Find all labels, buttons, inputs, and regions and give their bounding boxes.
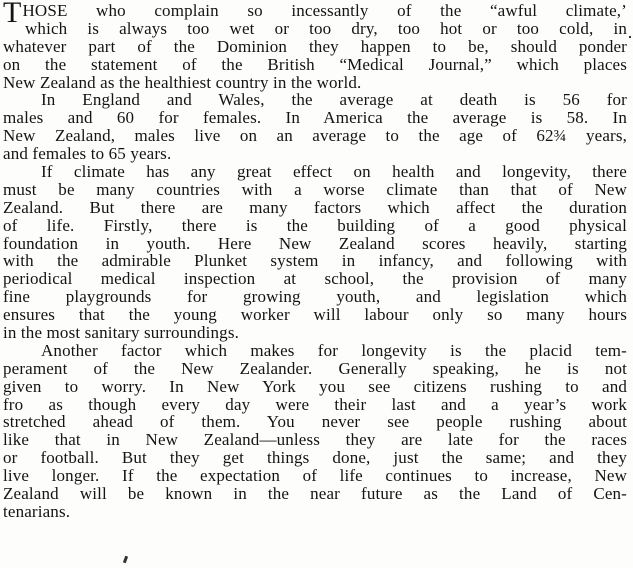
article-line: periodical medical inspection at school, the provision of many: [3, 269, 627, 289]
article-line: Another factor which makes for longevity is the placid tem-: [41, 340, 627, 360]
article-line: live longer. If the expectation of life continues to increase, New: [3, 466, 627, 486]
article-line: foundation in youth. Here New Zealand scores heavily, starting: [3, 233, 627, 253]
article-line: males and 60 for females. In America the average is 58. In: [3, 108, 627, 128]
article-line: or football. But they get things done, just the same; and they: [3, 448, 627, 468]
article-line: fro as though every day were their last and a year’s work: [3, 394, 627, 414]
article-line: with the admirable Plunket system in infancy, and following with: [3, 251, 627, 271]
article-line: perament of the New Zealander. Generally speaking, he is not: [3, 358, 627, 378]
article-line: stretched ahead of them. You never see people rushing about: [3, 412, 627, 432]
article-line: In England and Wales, the average at death is 56 for: [41, 90, 627, 110]
article-line: New Zealand, males live on an average to the age of 62¾ years,: [3, 126, 627, 146]
article-line: given to worry. In New York you see citizens rushing to and: [3, 376, 627, 396]
article-line: which is always too wet or too dry, too hot or too cold, in: [25, 18, 627, 38]
article-line: of life. Firstly, there is the building of a good physical: [3, 215, 627, 235]
ink-speck: [123, 556, 128, 564]
article-line: New Zealand as the healthiest country in the world.: [3, 72, 362, 92]
article-line: in the most sanitary surroundings.: [3, 323, 239, 343]
article-line: Zealand. But there are many factors which affect the duration: [3, 197, 627, 217]
article-text: [3, 2, 627, 521]
article-line: fine playgrounds for growing youth, and legislation which: [3, 287, 627, 307]
line-text: HOSE who complain so incessantly of the “awful climate,’: [22, 1, 627, 20]
article-line: on the statement of the British “Medical Journal,” which places: [3, 54, 627, 74]
ink-speck: [629, 36, 631, 38]
article-line: tenarians.: [3, 501, 71, 521]
article-line: whatever part of the Dominion they happen to be, should ponder: [3, 36, 627, 56]
article-line: like that in New Zealand—unless they are late for the races: [3, 430, 627, 450]
drop-cap: T: [3, 0, 22, 29]
article-line: must be many countries with a worse climate than that of New: [3, 179, 627, 199]
article-line: ensures that the young worker will labour only so many hours: [3, 305, 627, 325]
article-line: If climate has any great effect on health and longevity, there: [41, 162, 627, 182]
article-line: and females to 65 years.: [3, 144, 172, 164]
article-line: Zealand will be known in the near future as the Land of Cen-: [3, 484, 627, 504]
